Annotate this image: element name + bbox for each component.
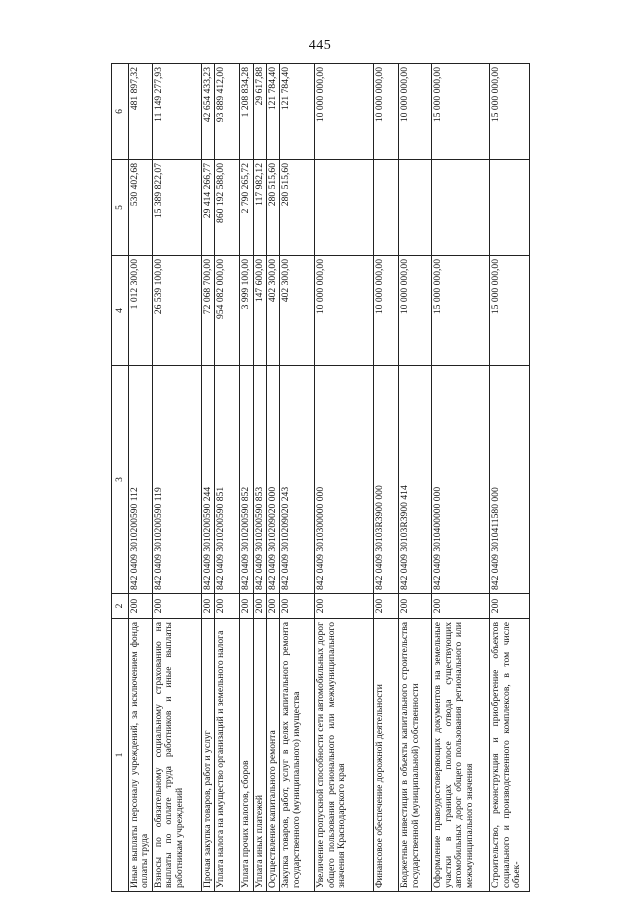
row-name-cell: Оформление правоудостоверяющих документов на земельные участки в границах полосе отвода существующих автомобильных дорог общего пользования регионального или межмуниципального значения — [432, 619, 490, 892]
table-row — [374, 64, 399, 892]
row-plan-cell: 15 000 000,00 — [432, 256, 490, 366]
page-number: 445 — [308, 38, 332, 53]
table-row — [240, 64, 253, 892]
row-executed-cell: 2 790 265,72 — [240, 160, 253, 256]
row-code-cell: 842 0409 3010200590 112 — [129, 366, 153, 594]
row-plan-cell: 72 068 700,00 — [201, 256, 214, 366]
row-executed-cell: 117 982,12 — [253, 160, 266, 256]
row-executed-cell — [374, 160, 399, 256]
row-plan-cell: 10 000 000,00 — [315, 256, 374, 366]
table-row — [315, 64, 374, 892]
row-code-cell: 842 0409 3010209020 243 — [280, 366, 315, 594]
row-code-cell: 842 0409 3010400000 000 — [432, 366, 490, 594]
header-cell: 5 — [112, 160, 129, 256]
row-name-cell: Прочая закупка товаров, работ и услуг — [201, 619, 214, 892]
row-group-cell: 200 — [129, 594, 153, 619]
row-plan-cell: 1 012 300,00 — [129, 256, 153, 366]
row-remainder-cell: 121 784,40 — [267, 64, 280, 160]
row-executed-cell — [315, 160, 374, 256]
row-plan-cell: 954 082 000,00 — [215, 256, 240, 366]
table-row — [129, 64, 153, 892]
row-code-cell: 842 0409 3010200590 851 — [215, 366, 240, 594]
row-group-cell: 200 — [215, 594, 240, 619]
row-group-cell: 200 — [253, 594, 266, 619]
row-remainder-cell: 29 617,88 — [253, 64, 266, 160]
header-cell: 2 — [112, 594, 129, 619]
row-remainder-cell: 10 000 000,00 — [399, 64, 432, 160]
row-executed-cell: 280 515,60 — [267, 160, 280, 256]
row-name-cell: Строительство, реконструкция и приобретение объектов социального и производственного комплексов, в том числе объек- — [490, 619, 530, 892]
row-code-cell: 842 0409 3010300000 000 — [315, 366, 374, 594]
row-executed-cell: 15 389 822,07 — [152, 160, 201, 256]
header-cell: 3 — [112, 366, 129, 594]
row-plan-cell: 402 300,00 — [267, 256, 280, 366]
row-plan-cell: 15 000 000,00 — [490, 256, 530, 366]
row-executed-cell: 280 515,60 — [280, 160, 315, 256]
table-row — [253, 64, 266, 892]
row-group-cell: 200 — [280, 594, 315, 619]
row-name-cell: Иные выплаты персоналу учреждений, за исключением фонда оплаты труда — [129, 619, 153, 892]
table-row — [201, 64, 214, 892]
row-plan-cell: 10 000 000,00 — [399, 256, 432, 366]
row-executed-cell: 29 414 266,77 — [201, 160, 214, 256]
row-name-cell: Закупка товаров, работ, услуг в целях капитального ремонта государственного (муниципального) имущества — [280, 619, 315, 892]
row-executed-cell: 860 192 588,00 — [215, 160, 240, 256]
row-code-cell: 842 0409 3010209020 000 — [267, 366, 280, 594]
row-group-cell: 200 — [240, 594, 253, 619]
row-code-cell: 842 0409 3010200590 853 — [253, 366, 266, 594]
row-code-cell: 842 0409 30103R3900 414 — [399, 366, 432, 594]
row-code-cell: 842 0409 3010411580 000 — [490, 366, 530, 594]
row-plan-cell: 26 539 100,00 — [152, 256, 201, 366]
row-group-cell: 200 — [490, 594, 530, 619]
row-remainder-cell: 11 149 277,93 — [152, 64, 201, 160]
table-row — [152, 64, 201, 892]
budget-table — [111, 63, 530, 892]
row-remainder-cell: 10 000 000,00 — [315, 64, 374, 160]
row-executed-cell — [490, 160, 530, 256]
row-group-cell: 200 — [432, 594, 490, 619]
header-cell: 4 — [112, 256, 129, 366]
header-cell: 6 — [112, 64, 129, 160]
row-group-cell: 200 — [374, 594, 399, 619]
row-plan-cell: 10 000 000,00 — [374, 256, 399, 366]
row-code-cell: 842 0409 3010200590 244 — [201, 366, 214, 594]
row-code-cell: 842 0409 3010200590 119 — [152, 366, 201, 594]
table-row — [432, 64, 490, 892]
header-cell: 1 — [112, 619, 129, 892]
table-row — [215, 64, 240, 892]
row-executed-cell — [399, 160, 432, 256]
row-name-cell: Уплата прочих налогов, сборов — [240, 619, 253, 892]
row-group-cell: 200 — [399, 594, 432, 619]
row-name-cell: Финансовое обеспечение дорожной деятельности — [374, 619, 399, 892]
rotated-table-container — [111, 64, 609, 892]
table-row — [267, 64, 280, 892]
row-name-cell: Уплата налога на имущество организаций и земельного налога — [215, 619, 240, 892]
row-remainder-cell: 481 897,32 — [129, 64, 153, 160]
row-executed-cell: 530 402,68 — [129, 160, 153, 256]
row-name-cell: Бюджетные инвестиции в объекты капитального строительства государственной (муниципальной) собственности — [399, 619, 432, 892]
row-remainder-cell: 93 889 412,00 — [215, 64, 240, 160]
row-executed-cell — [432, 160, 490, 256]
row-remainder-cell: 15 000 000,00 — [432, 64, 490, 160]
row-remainder-cell: 10 000 000,00 — [374, 64, 399, 160]
row-group-cell: 200 — [267, 594, 280, 619]
table-row — [490, 64, 530, 892]
row-remainder-cell: 42 654 433,23 — [201, 64, 214, 160]
header-row — [112, 64, 129, 892]
row-code-cell: 842 0409 30103R3900 000 — [374, 366, 399, 594]
table-row — [399, 64, 432, 892]
row-group-cell: 200 — [201, 594, 214, 619]
table-row — [280, 64, 315, 892]
row-plan-cell: 402 300,00 — [280, 256, 315, 366]
row-name-cell: Уплата иных платежей — [253, 619, 266, 892]
row-plan-cell: 147 600,00 — [253, 256, 266, 366]
row-remainder-cell: 15 000 000,00 — [490, 64, 530, 160]
row-group-cell: 200 — [152, 594, 201, 619]
row-name-cell: Осуществление капитального ремонта — [267, 619, 280, 892]
row-plan-cell: 3 999 100,00 — [240, 256, 253, 366]
row-code-cell: 842 0409 3010200590 852 — [240, 366, 253, 594]
row-name-cell: Увеличение пропускной способности сети автомобильных дорог общего пользования регионального или межмуниципального значения Краснодарского края — [315, 619, 374, 892]
row-remainder-cell: 121 784,40 — [280, 64, 315, 160]
row-remainder-cell: 1 208 834,28 — [240, 64, 253, 160]
row-name-cell: Взносы по обязательному социальному страхованию на выплаты по оплате труда работников и иные выплаты работникам учреждений — [152, 619, 201, 892]
row-group-cell: 200 — [315, 594, 374, 619]
